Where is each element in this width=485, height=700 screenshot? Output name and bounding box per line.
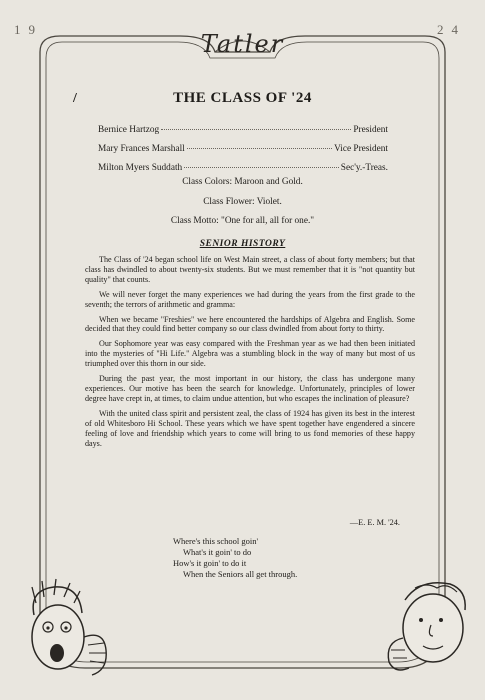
officer-role: Vice President: [334, 144, 388, 154]
history-paragraph: Our Sophomore year was easy compared with the Freshman year as we had then been initiated into the mysteries of "Hi Life." Algebra was a stumbling block in the way of many but most of us triumphed over this thorn in our side.: [85, 339, 415, 369]
poem-line: When the Seniors all get through.: [183, 569, 298, 579]
page-title: THE CLASS OF '24: [173, 90, 312, 106]
officer-row: [98, 144, 388, 163]
history-paragraph: When we became "Freshies" we here encountered the hardships of Algebra and English. Some decided that they could find better company so our class dwindled from about forty to thirty.: [85, 314, 415, 334]
officer-row: [98, 125, 388, 144]
class-motto: Class Motto: "One for all, all for one.": [170, 216, 315, 226]
officer-name: Bernice Hartzog: [98, 125, 160, 135]
class-colors: Class Colors: Maroon and Gold.: [182, 177, 303, 187]
officer-name: Milton Myers Suddath: [98, 163, 183, 173]
leader-dots: [187, 148, 332, 149]
cartoon-face-left-illustration: [14, 575, 114, 690]
history-paragraph: During the past year, the most important in our history, the class has undergone many experiences. Our motive has been the search for knowledge. Unfortunately, principles of lower degree have crept in, at times, to claim undue attention, but who escapes the inclination of pleasure?: [85, 374, 415, 403]
page-number-right: 24: [437, 22, 466, 37]
poem: [173, 536, 297, 580]
masthead-title: Tatler: [200, 30, 285, 58]
history-paragraph: With the united class spirit and persistent zeal, the class of 1924 has given its best in the interest of old Whitesboro Hi School. These years which we have spent together have engendered a sincere feeling of love and friendship which years to come will bring to us fond memories of these happy days.: [85, 408, 415, 448]
officer-role: Sec'y.-Treas.: [340, 163, 388, 173]
cartoon-face-right-illustration: [375, 570, 475, 685]
history-paragraph: The Class of '24 began school life on West Main street, a class of about forty members; but that class has dwindled to about twenty-six students. But we must remember that it is "not quantity but quality" that counts.: [85, 255, 415, 284]
poem-line: How's it goin' to do it: [173, 558, 247, 568]
leader-dots: [184, 167, 339, 168]
senior-history-text: [85, 255, 415, 453]
history-paragraph: We will never forget the many experiences we had during the years from the first grade to the seventh; the terrors of arithmetic and gramma:: [85, 289, 415, 309]
officer-role: President: [353, 125, 388, 135]
poem-line: Where's this school goin': [173, 536, 258, 546]
signature: —E. E. M. '24.: [349, 518, 400, 527]
poem-line: What's it goin' to do: [183, 547, 252, 557]
side-mark: /: [73, 91, 77, 106]
class-info: [0, 177, 485, 236]
leader-dots: [161, 129, 351, 130]
section-heading: SENIOR HISTORY: [199, 239, 286, 249]
officers-list: [98, 125, 388, 182]
class-flower: Class Flower: Violet.: [203, 196, 282, 207]
officer-name: Mary Frances Marshall: [98, 144, 185, 154]
page-number-left: 19: [14, 22, 43, 37]
